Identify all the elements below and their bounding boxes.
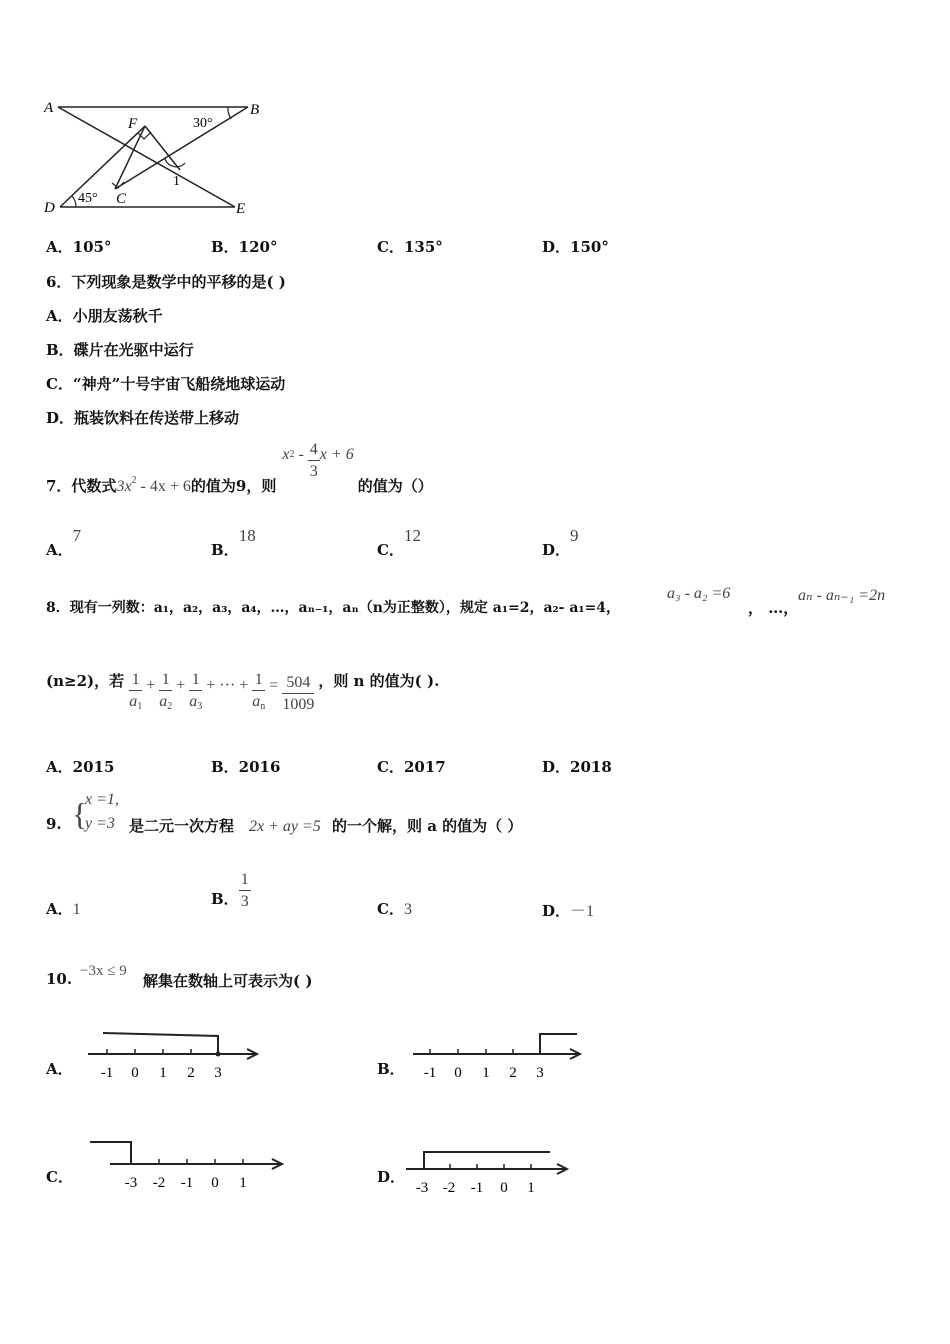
tick-label: 3 bbox=[536, 1065, 544, 1081]
q8-term-2: $\frac{1}{a_2}$ bbox=[159, 671, 173, 712]
q10-suffix: 解集在数轴上可表示为( ) bbox=[143, 972, 313, 990]
tick-label: -3 bbox=[415, 1180, 429, 1196]
tick-label: -2 bbox=[152, 1175, 166, 1191]
number-line-d bbox=[403, 1140, 583, 1200]
q8-line2-suffix: ，则 n 的值为( ). bbox=[318, 671, 440, 690]
label-45: 45° bbox=[78, 191, 98, 206]
q5-option-c: C．135° bbox=[377, 238, 443, 256]
q8-option-b: B．2016 bbox=[211, 758, 281, 776]
q7-stem bbox=[46, 440, 433, 500]
q9-sys1: x =1, bbox=[85, 791, 119, 808]
q9-system bbox=[85, 788, 119, 836]
label-F: F bbox=[128, 116, 138, 132]
q7-expr2-sup: 2 bbox=[289, 449, 295, 461]
q7-expr2-b: - bbox=[294, 446, 308, 464]
label-E: E bbox=[236, 201, 246, 217]
q8-eq2: aₙ - aₙ₋₁ =2n bbox=[798, 587, 886, 604]
q9-option-c: C．3 bbox=[377, 900, 412, 918]
q7-suffix: 的值为（） bbox=[357, 477, 433, 496]
label-C: C bbox=[116, 191, 127, 207]
q7-expr1-b: - 4x + 6 bbox=[136, 478, 191, 496]
tick-label: 3 bbox=[214, 1065, 222, 1081]
q8-eq1: a₃ - a₂ =6 bbox=[667, 585, 731, 602]
tick-label: 0 bbox=[131, 1065, 139, 1081]
q8-line2: (n≥2)，若 $\frac{1}{a_1}$ + $\frac{1}{a_2}$ + $\frac{1}{a_3}$ + ··· + $\frac{1}{a_n}$ = $\frac{504}{1009}$ ，则 n 的值为( ). bbox=[46, 670, 439, 726]
q9-mid: 是二元一次方程 bbox=[129, 817, 235, 835]
q9-brace: { bbox=[72, 796, 88, 832]
q7-expr1-sup: 2 bbox=[131, 475, 137, 487]
q8-term-1: $\frac{1}{a_1}$ bbox=[129, 671, 143, 712]
q8-sum-dots: + ··· + bbox=[206, 676, 249, 694]
tick-label: -3 bbox=[124, 1175, 138, 1191]
q7-option-b: B．18 bbox=[211, 526, 256, 559]
q7-expr1-a: 3x bbox=[116, 478, 132, 496]
q5-option-b: B．120° bbox=[211, 238, 278, 256]
q8-option-c: C．2017 bbox=[377, 758, 446, 776]
tick-label: -1 bbox=[423, 1065, 437, 1081]
q10-inequality: −3x ≤ 9 bbox=[80, 963, 127, 979]
tick-label: 1 bbox=[239, 1175, 247, 1191]
tick-label: -2 bbox=[442, 1180, 456, 1196]
q10-option-d-label: D． bbox=[377, 1168, 406, 1186]
q9-suffix: 的一个解，则 a 的值为（ ） bbox=[332, 817, 523, 835]
q6-option-b: B．碟片在光驱中运行 bbox=[46, 341, 194, 359]
q5-option-a: A．105° bbox=[46, 238, 112, 256]
tick-label: 2 bbox=[187, 1065, 195, 1081]
q6-option-d: D．瓶装饮料在传送带上移动 bbox=[46, 409, 240, 427]
geometry-figure bbox=[40, 95, 280, 225]
q8-dots: ， …， bbox=[748, 599, 799, 617]
q8-term-n: $\frac{1}{a_n}$ bbox=[252, 671, 266, 712]
q7-option-a: A．7 bbox=[46, 526, 82, 559]
q9-sys2: y =3 bbox=[85, 815, 115, 832]
q7-option-c: C．12 bbox=[377, 526, 421, 559]
q7-mid: 的值为9，则 bbox=[190, 477, 277, 496]
tick-label: 0 bbox=[500, 1180, 508, 1196]
tick-label: 1 bbox=[482, 1065, 490, 1081]
tick-label: -1 bbox=[470, 1180, 484, 1196]
q10-option-c-label: C． bbox=[46, 1168, 73, 1186]
q6-option-a: A．小朋友荡秋千 bbox=[46, 307, 163, 325]
label-B: B bbox=[250, 102, 260, 118]
q9-option-b: B． $\frac{1}{3}$ bbox=[211, 871, 249, 910]
q7-expr2-c: x + 6 bbox=[319, 446, 354, 464]
tick-label: 0 bbox=[454, 1065, 462, 1081]
q6-option-c: C．“神舟”十号宇宙飞船绕地球运动 bbox=[46, 375, 286, 393]
tick-label: 1 bbox=[159, 1065, 167, 1081]
tick-label: -1 bbox=[100, 1065, 114, 1081]
q10-option-b-label: B． bbox=[377, 1060, 405, 1078]
q9-equation: 2x + ay =5 bbox=[249, 818, 321, 835]
label-30: 30° bbox=[193, 116, 213, 131]
tick-label: -1 bbox=[180, 1175, 194, 1191]
q9-number: 9. bbox=[46, 815, 62, 833]
q10-option-a-label: A． bbox=[46, 1060, 73, 1078]
q7-prefix: 7．代数式 bbox=[46, 477, 117, 496]
tick-label: 1 bbox=[527, 1180, 535, 1196]
q7-frac-num: 4 bbox=[308, 440, 320, 461]
q7-frac-den: 3 bbox=[309, 463, 318, 480]
tick-label: 2 bbox=[509, 1065, 517, 1081]
number-line-b bbox=[410, 1025, 590, 1085]
label-A: A bbox=[44, 100, 54, 116]
q8-option-a: A．2015 bbox=[46, 758, 115, 776]
tick-label: 0 bbox=[211, 1175, 219, 1191]
number-line-a bbox=[85, 1025, 265, 1085]
q8-term-3: $\frac{1}{a_3}$ bbox=[189, 671, 203, 712]
label-1: 1 bbox=[173, 174, 180, 189]
q8-line1: 8．现有一列数：a₁，a₂，a₃，a₄，…，aₙ₋₁，aₙ（n为正整数），规定 a₁=2，a₂- a₁=4， bbox=[46, 600, 621, 616]
q7-fraction bbox=[308, 440, 320, 483]
q10-number: 10. bbox=[46, 970, 73, 988]
q6-stem: 6．下列现象是数学中的平移的是( ) bbox=[46, 273, 286, 291]
q8-option-d: D．2018 bbox=[542, 758, 612, 776]
q9-option-d: D．－1 bbox=[542, 902, 595, 920]
q8-rhs: $\frac{504}{1009}$ bbox=[282, 673, 315, 713]
label-D: D bbox=[44, 200, 55, 216]
q9-option-a: A．1 bbox=[46, 900, 81, 918]
number-line-c bbox=[85, 1135, 295, 1195]
q8-line2-prefix: (n≥2)，若 bbox=[46, 671, 125, 690]
q5-option-d: D．150° bbox=[542, 238, 609, 256]
q7-option-d: D．9 bbox=[542, 526, 579, 559]
q7-expr2-a: x bbox=[282, 446, 290, 464]
